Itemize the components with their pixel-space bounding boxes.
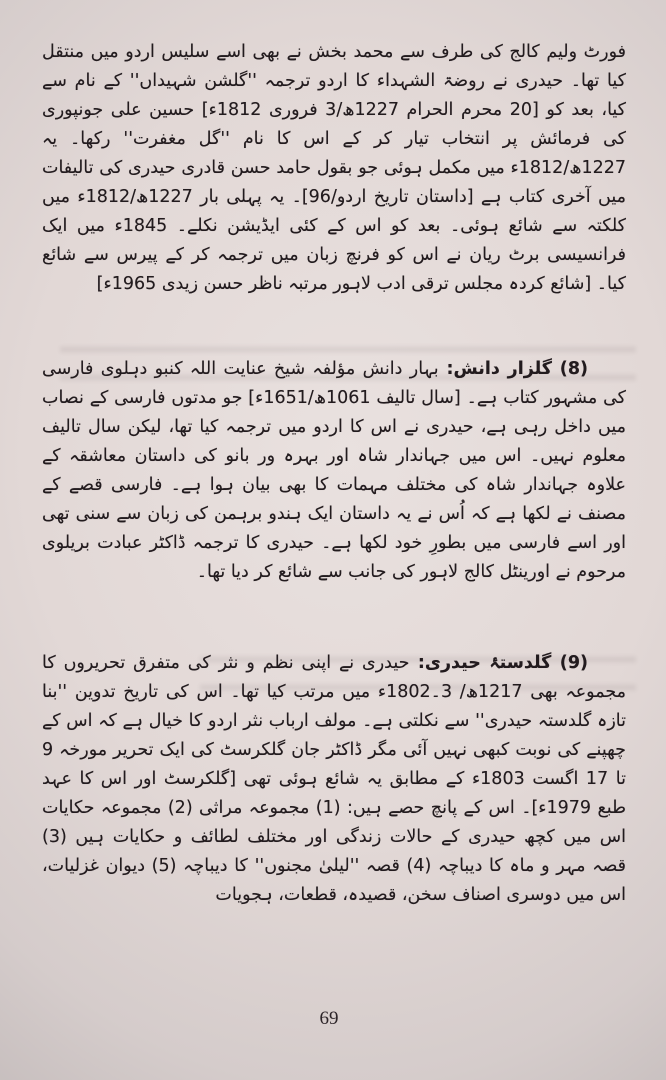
- section-8-body: بہار دانش مؤلفہ شیخ عنایت اللہ کنبو دہلوی فارسی کی مشہور کتاب ہے۔ [سال تالیف 1061ھ/1651ء] جو مدتوں فارسی کے نصاب میں داخل رہی ہے، حیدری نے اس کا اردو میں ترجمہ کیا تھا، لیکن سال تالیف معلوم نہیں۔ اس میں جہاندار شاہ اور بہرہ ور بانو کی داستان معاشقہ کے علاوہ جہاندار شاہ کی مختلف مہمات کا بھی بیان ہوا ہے۔ فارسی قصے کے مصنف نے لکھا ہے کہ اُس نے یہ داستان ایک ہندو برہمن کی زبان سے سنی تھی اور اسے فارسی میں بطورِ خود لکھا ہے۔ حیدری کا ترجمہ ڈاکٹر عبادت بریلوی مرحوم نے اورینٹل کالج لاہور کی جانب سے شائع کر دیا تھا۔: [42, 359, 626, 582]
- page-number: 69: [319, 1008, 339, 1029]
- section-9-heading: (9) گلدستۂ حیدری:: [409, 653, 588, 673]
- paragraph-section-9-guldasta-e-haideri: [42, 649, 626, 910]
- paragraph-section-8-gulzar-e-danish: [42, 355, 626, 587]
- section-8-heading: (8) گلزار دانش:: [438, 359, 588, 379]
- section-9-body: حیدری نے اپنی نظم و نثر کی متفرق تحریروں کا مجموعہ بھی 1217ھ/ 3۔1802ء میں مرتب کیا تھا۔ اس کی تاریخ تدوین ''بنا تازہ گلدستہ حیدری'' سے نکلتی ہے۔ مولف ارباب نثر اردو کا خیال ہے کہ اس کے چھپنے کی نوبت کبھی نہیں آئی مگر ڈاکٹر جان گلکرسٹ کی ایک تحریر مورخہ 9 تا 17 اگست 1803ء کے مطابق یہ شائع ہوئی تھی [گلکرسٹ اور اس کا عہد طبع 1979ء]۔ اس کے پانچ حصے ہیں: (1) مجموعہ مراثی (2) مجموعہ حکایات اس میں کچھ حیدری کے حالات زندگی اور مختلف لطائف و حکایات ہیں (3) قصہ مہر و ماہ کا دیباچہ (4) قصہ ''لیلیٰ مجنوں'' کا دیباچہ (5) دیوان غزلیات، اس میں دوسری اصناف سخن، قصیدہ، قطعات، ہجویات: [42, 653, 627, 905]
- text-block: [42, 38, 626, 910]
- paragraph-fort-william-translation: فورٹ ولیم کالج کی طرف سے محمد بخش نے بھی اسے سلیس اردو میں منتقل کیا تھا۔ حیدری نے روضۃ الشہداء کا اردو ترجمہ ''گلشن شہیداں'' کے نام سے کیا، بعد کو [20 محرم الحرام 1227ھ/3 فروری 1812ء] حسین علی جونپوری کی فرمائش پر انتخاب تیار کر کے اس کا نام ''گل مغفرت'' رکھا۔ یہ 1227ھ/1812ء میں مکمل ہوئی جو بقول حامد حسن قادری حیدری کی تالیفات میں آخری کتاب ہے [داستان تاریخ اردو/96]۔ یہ پہلی بار 1227ھ/1812ء میں کلکتہ سے شائع ہوئی۔ بعد کو اس کے کئی ایڈیشن نکلے۔ 1845ء میں ایک فرانسیسی برٹ ریان نے اس کو فرنچ زبان میں ترجمہ کر کے پیرس سے شائع کیا۔ [شائع کردہ مجلس ترقی ادب لاہور مرتبہ ناظر حسن زیدی 1965ء]: [42, 42, 627, 294]
